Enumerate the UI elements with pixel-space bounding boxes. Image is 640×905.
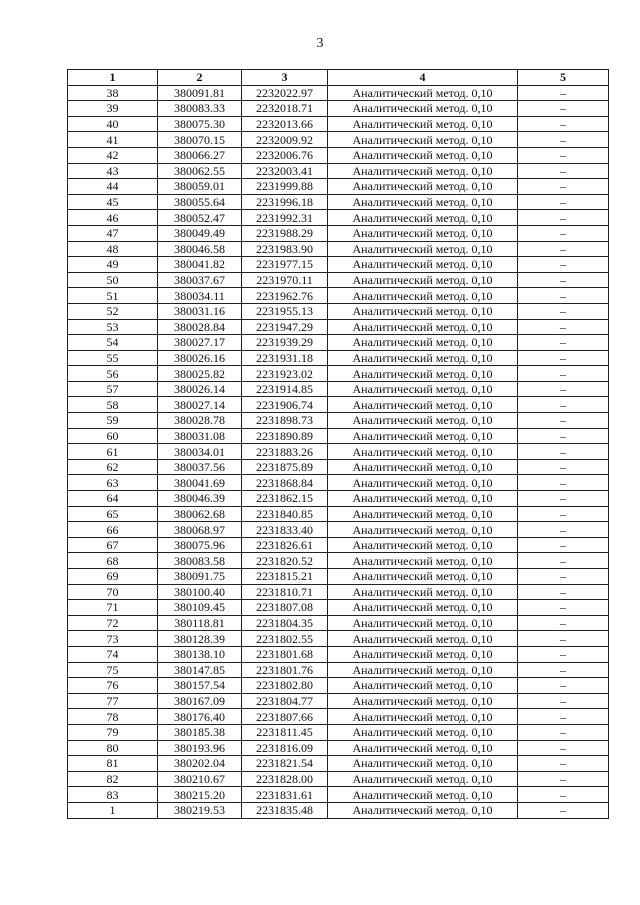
table-row [68,428,609,444]
point-number-cell: 64 [68,491,158,507]
y-coordinate-cell: 2231821.54 [242,756,328,772]
point-number-cell: 60 [68,428,158,444]
y-coordinate-cell: 2231801.68 [242,646,328,662]
x-coordinate-cell: 380068.97 [158,522,242,538]
x-coordinate-cell: 380046.58 [158,241,242,257]
y-coordinate-cell: 2231804.77 [242,693,328,709]
method-cell: Аналитический метод. 0,10 [328,381,518,397]
y-coordinate-cell: 2231815.21 [242,569,328,585]
description-cell: – [518,662,609,678]
table-row [68,381,609,397]
x-coordinate-cell: 380185.38 [158,724,242,740]
x-coordinate-cell: 380028.78 [158,413,242,429]
x-coordinate-cell: 380202.04 [158,756,242,772]
description-cell: – [518,210,609,226]
table-row [68,350,609,366]
y-coordinate-cell: 2231939.29 [242,335,328,351]
table-row [68,319,609,335]
description-cell: – [518,257,609,273]
table-header [68,70,609,86]
y-coordinate-cell: 2231835.48 [242,802,328,818]
y-coordinate-cell: 2231801.76 [242,662,328,678]
x-coordinate-cell: 380075.96 [158,537,242,553]
x-coordinate-cell: 380059.01 [158,179,242,195]
point-number-cell: 54 [68,335,158,351]
description-cell: – [518,491,609,507]
method-cell: Аналитический метод. 0,10 [328,631,518,647]
point-number-cell: 39 [68,101,158,117]
x-coordinate-cell: 380034.01 [158,444,242,460]
description-cell: – [518,194,609,210]
description-cell: – [518,444,609,460]
method-cell: Аналитический метод. 0,10 [328,225,518,241]
method-cell: Аналитический метод. 0,10 [328,459,518,475]
description-cell: – [518,631,609,647]
method-cell: Аналитический метод. 0,10 [328,553,518,569]
description-cell: – [518,646,609,662]
point-number-cell: 56 [68,366,158,382]
description-cell: – [518,802,609,818]
method-cell: Аналитический метод. 0,10 [328,678,518,694]
x-coordinate-cell: 380028.84 [158,319,242,335]
y-coordinate-cell: 2231811.45 [242,724,328,740]
method-cell: Аналитический метод. 0,10 [328,350,518,366]
point-number-cell: 69 [68,569,158,585]
point-number-cell: 42 [68,147,158,163]
y-coordinate-cell: 2231999.88 [242,179,328,195]
table-row [68,225,609,241]
method-cell: Аналитический метод. 0,10 [328,600,518,616]
x-coordinate-cell: 380118.81 [158,615,242,631]
x-coordinate-cell: 380157.54 [158,678,242,694]
x-coordinate-cell: 380167.09 [158,693,242,709]
description-cell: – [518,350,609,366]
table-row [68,147,609,163]
y-coordinate-cell: 2231840.85 [242,506,328,522]
table-row [68,116,609,132]
description-cell: – [518,459,609,475]
method-cell: Аналитический метод. 0,10 [328,615,518,631]
table-row [68,756,609,772]
table-row [68,163,609,179]
page-number: 3 [316,36,324,51]
method-cell: Аналитический метод. 0,10 [328,693,518,709]
description-cell: – [518,428,609,444]
description-cell: – [518,101,609,117]
method-cell: Аналитический метод. 0,10 [328,646,518,662]
x-coordinate-cell: 380026.14 [158,381,242,397]
x-coordinate-cell: 380062.55 [158,163,242,179]
point-number-cell: 50 [68,272,158,288]
table-row [68,693,609,709]
method-cell: Аналитический метод. 0,10 [328,147,518,163]
method-cell: Аналитический метод. 0,10 [328,194,518,210]
table-row [68,444,609,460]
description-cell: – [518,740,609,756]
y-coordinate-cell: 2231983.90 [242,241,328,257]
point-number-cell: 80 [68,740,158,756]
x-coordinate-cell: 380055.64 [158,194,242,210]
y-coordinate-cell: 2231898.73 [242,413,328,429]
method-cell: Аналитический метод. 0,10 [328,413,518,429]
x-coordinate-cell: 380083.58 [158,553,242,569]
y-coordinate-cell: 2231802.80 [242,678,328,694]
method-cell: Аналитический метод. 0,10 [328,303,518,319]
point-number-cell: 52 [68,303,158,319]
table-row [68,802,609,818]
description-cell: – [518,600,609,616]
x-coordinate-cell: 380109.45 [158,600,242,616]
description-cell: – [518,335,609,351]
table-row [68,272,609,288]
method-cell: Аналитический метод. 0,10 [328,163,518,179]
point-number-cell: 79 [68,724,158,740]
table-row [68,724,609,740]
point-number-cell: 41 [68,132,158,148]
method-cell: Аналитический метод. 0,10 [328,210,518,226]
method-cell: Аналитический метод. 0,10 [328,537,518,553]
y-coordinate-cell: 2231831.61 [242,787,328,803]
point-number-cell: 77 [68,693,158,709]
table-row [68,475,609,491]
method-cell: Аналитический метод. 0,10 [328,475,518,491]
method-cell: Аналитический метод. 0,10 [328,428,518,444]
table-row [68,303,609,319]
table-row [68,709,609,725]
y-coordinate-cell: 2231810.71 [242,584,328,600]
x-coordinate-cell: 380025.82 [158,366,242,382]
table-row [68,194,609,210]
point-number-cell: 57 [68,381,158,397]
y-coordinate-cell: 2231833.40 [242,522,328,538]
description-cell: – [518,724,609,740]
table-row [68,335,609,351]
method-cell: Аналитический метод. 0,10 [328,397,518,413]
point-number-cell: 55 [68,350,158,366]
table-row [68,413,609,429]
y-coordinate-cell: 2231906.74 [242,397,328,413]
method-cell: Аналитический метод. 0,10 [328,319,518,335]
method-cell: Аналитический метод. 0,10 [328,116,518,132]
table-row [68,537,609,553]
method-cell: Аналитический метод. 0,10 [328,101,518,117]
description-cell: – [518,693,609,709]
x-coordinate-cell: 380046.39 [158,491,242,507]
y-coordinate-cell: 2232003.41 [242,163,328,179]
x-coordinate-cell: 380031.16 [158,303,242,319]
description-cell: – [518,116,609,132]
x-coordinate-cell: 380100.40 [158,584,242,600]
y-coordinate-cell: 2231816.09 [242,740,328,756]
table-row [68,491,609,507]
description-cell: – [518,288,609,304]
description-cell: – [518,179,609,195]
point-number-cell: 40 [68,116,158,132]
method-cell: Аналитический метод. 0,10 [328,771,518,787]
point-number-cell: 75 [68,662,158,678]
y-coordinate-cell: 2231868.84 [242,475,328,491]
point-number-cell: 76 [68,678,158,694]
method-cell: Аналитический метод. 0,10 [328,506,518,522]
x-coordinate-cell: 380062.68 [158,506,242,522]
method-cell: Аналитический метод. 0,10 [328,132,518,148]
x-coordinate-cell: 380138.10 [158,646,242,662]
y-coordinate-cell: 2232022.97 [242,85,328,101]
point-number-cell: 47 [68,225,158,241]
table-row [68,646,609,662]
x-coordinate-cell: 380210.67 [158,771,242,787]
point-number-cell: 72 [68,615,158,631]
table-row [68,366,609,382]
point-number-cell: 46 [68,210,158,226]
x-coordinate-cell: 380070.15 [158,132,242,148]
y-coordinate-cell: 2232009.92 [242,132,328,148]
point-number-cell: 74 [68,646,158,662]
column-header-1: 1 [68,70,158,86]
method-cell: Аналитический метод. 0,10 [328,802,518,818]
x-coordinate-cell: 380026.16 [158,350,242,366]
point-number-cell: 38 [68,85,158,101]
table-row [68,740,609,756]
table-row [68,288,609,304]
description-cell: – [518,615,609,631]
description-cell: – [518,147,609,163]
x-coordinate-cell: 380037.56 [158,459,242,475]
description-cell: – [518,272,609,288]
point-number-cell: 48 [68,241,158,257]
description-cell: – [518,225,609,241]
method-cell: Аналитический метод. 0,10 [328,491,518,507]
x-coordinate-cell: 380037.67 [158,272,242,288]
table-row [68,459,609,475]
point-number-cell: 49 [68,257,158,273]
x-coordinate-cell: 380193.96 [158,740,242,756]
point-number-cell: 81 [68,756,158,772]
point-number-cell: 43 [68,163,158,179]
method-cell: Аналитический метод. 0,10 [328,756,518,772]
description-cell: – [518,771,609,787]
point-number-cell: 63 [68,475,158,491]
description-cell: – [518,366,609,382]
description-cell: – [518,85,609,101]
point-number-cell: 82 [68,771,158,787]
method-cell: Аналитический метод. 0,10 [328,257,518,273]
y-coordinate-cell: 2231826.61 [242,537,328,553]
description-cell: – [518,709,609,725]
method-cell: Аналитический метод. 0,10 [328,569,518,585]
x-coordinate-cell: 380128.39 [158,631,242,647]
table-row [68,678,609,694]
method-cell: Аналитический метод. 0,10 [328,522,518,538]
y-coordinate-cell: 2231962.76 [242,288,328,304]
point-number-cell: 53 [68,319,158,335]
point-number-cell: 73 [68,631,158,647]
point-number-cell: 67 [68,537,158,553]
method-cell: Аналитический метод. 0,10 [328,787,518,803]
x-coordinate-cell: 380041.82 [158,257,242,273]
point-number-cell: 83 [68,787,158,803]
column-header-4: 4 [328,70,518,86]
x-coordinate-cell: 380027.14 [158,397,242,413]
method-cell: Аналитический метод. 0,10 [328,662,518,678]
x-coordinate-cell: 380049.49 [158,225,242,241]
column-header-3: 3 [242,70,328,86]
table-body [68,85,609,818]
table-row [68,397,609,413]
method-cell: Аналитический метод. 0,10 [328,740,518,756]
table-row [68,257,609,273]
y-coordinate-cell: 2231996.18 [242,194,328,210]
y-coordinate-cell: 2231914.85 [242,381,328,397]
column-header-5: 5 [518,70,609,86]
description-cell: – [518,303,609,319]
table-row [68,615,609,631]
table-row [68,631,609,647]
point-number-cell: 78 [68,709,158,725]
point-number-cell: 70 [68,584,158,600]
method-cell: Аналитический метод. 0,10 [328,241,518,257]
x-coordinate-cell: 380083.33 [158,101,242,117]
y-coordinate-cell: 2231828.00 [242,771,328,787]
coordinates-table [67,69,609,819]
description-cell: – [518,381,609,397]
method-cell: Аналитический метод. 0,10 [328,444,518,460]
table-row [68,522,609,538]
description-cell: – [518,569,609,585]
x-coordinate-cell: 380091.81 [158,85,242,101]
y-coordinate-cell: 2231802.55 [242,631,328,647]
y-coordinate-cell: 2231807.66 [242,709,328,725]
y-coordinate-cell: 2231890.89 [242,428,328,444]
y-coordinate-cell: 2231955.13 [242,303,328,319]
method-cell: Аналитический метод. 0,10 [328,85,518,101]
table-row [68,132,609,148]
description-cell: – [518,678,609,694]
description-cell: – [518,475,609,491]
method-cell: Аналитический метод. 0,10 [328,335,518,351]
method-cell: Аналитический метод. 0,10 [328,288,518,304]
y-coordinate-cell: 2231977.15 [242,257,328,273]
y-coordinate-cell: 2231820.52 [242,553,328,569]
x-coordinate-cell: 380052.47 [158,210,242,226]
y-coordinate-cell: 2231862.15 [242,491,328,507]
table-row [68,101,609,117]
x-coordinate-cell: 380219.53 [158,802,242,818]
table-row [68,241,609,257]
table-row [68,85,609,101]
description-cell: – [518,241,609,257]
point-number-cell: 51 [68,288,158,304]
x-coordinate-cell: 380091.75 [158,569,242,585]
description-cell: – [518,584,609,600]
y-coordinate-cell: 2231923.02 [242,366,328,382]
header-row [68,70,609,86]
method-cell: Аналитический метод. 0,10 [328,179,518,195]
point-number-cell: 68 [68,553,158,569]
x-coordinate-cell: 380027.17 [158,335,242,351]
description-cell: – [518,787,609,803]
y-coordinate-cell: 2231931.18 [242,350,328,366]
table-row [68,584,609,600]
point-number-cell: 59 [68,413,158,429]
description-cell: – [518,319,609,335]
table-row [68,787,609,803]
y-coordinate-cell: 2232006.76 [242,147,328,163]
point-number-cell: 45 [68,194,158,210]
point-number-cell: 62 [68,459,158,475]
y-coordinate-cell: 2232018.71 [242,101,328,117]
y-coordinate-cell: 2231875.89 [242,459,328,475]
point-number-cell: 71 [68,600,158,616]
x-coordinate-cell: 380066.27 [158,147,242,163]
y-coordinate-cell: 2231992.31 [242,210,328,226]
table-row [68,600,609,616]
y-coordinate-cell: 2231988.29 [242,225,328,241]
y-coordinate-cell: 2231883.26 [242,444,328,460]
table-row [68,506,609,522]
description-cell: – [518,397,609,413]
point-number-cell: 44 [68,179,158,195]
table-row [68,179,609,195]
x-coordinate-cell: 380176.40 [158,709,242,725]
point-number-cell: 61 [68,444,158,460]
method-cell: Аналитический метод. 0,10 [328,366,518,382]
x-coordinate-cell: 380147.85 [158,662,242,678]
y-coordinate-cell: 2231804.35 [242,615,328,631]
table-row [68,662,609,678]
point-number-cell: 1 [68,802,158,818]
method-cell: Аналитический метод. 0,10 [328,272,518,288]
method-cell: Аналитический метод. 0,10 [328,709,518,725]
table-row [68,210,609,226]
table-row [68,771,609,787]
description-cell: – [518,506,609,522]
description-cell: – [518,413,609,429]
y-coordinate-cell: 2231807.08 [242,600,328,616]
y-coordinate-cell: 2231947.29 [242,319,328,335]
x-coordinate-cell: 380215.20 [158,787,242,803]
description-cell: – [518,537,609,553]
y-coordinate-cell: 2231970.11 [242,272,328,288]
description-cell: – [518,756,609,772]
description-cell: – [518,163,609,179]
x-coordinate-cell: 380041.69 [158,475,242,491]
table-row [68,569,609,585]
point-number-cell: 58 [68,397,158,413]
point-number-cell: 66 [68,522,158,538]
description-cell: – [518,522,609,538]
x-coordinate-cell: 380031.08 [158,428,242,444]
x-coordinate-cell: 380034.11 [158,288,242,304]
column-header-2: 2 [158,70,242,86]
point-number-cell: 65 [68,506,158,522]
method-cell: Аналитический метод. 0,10 [328,584,518,600]
y-coordinate-cell: 2232013.66 [242,116,328,132]
method-cell: Аналитический метод. 0,10 [328,724,518,740]
description-cell: – [518,553,609,569]
table-row [68,553,609,569]
description-cell: – [518,132,609,148]
x-coordinate-cell: 380075.30 [158,116,242,132]
